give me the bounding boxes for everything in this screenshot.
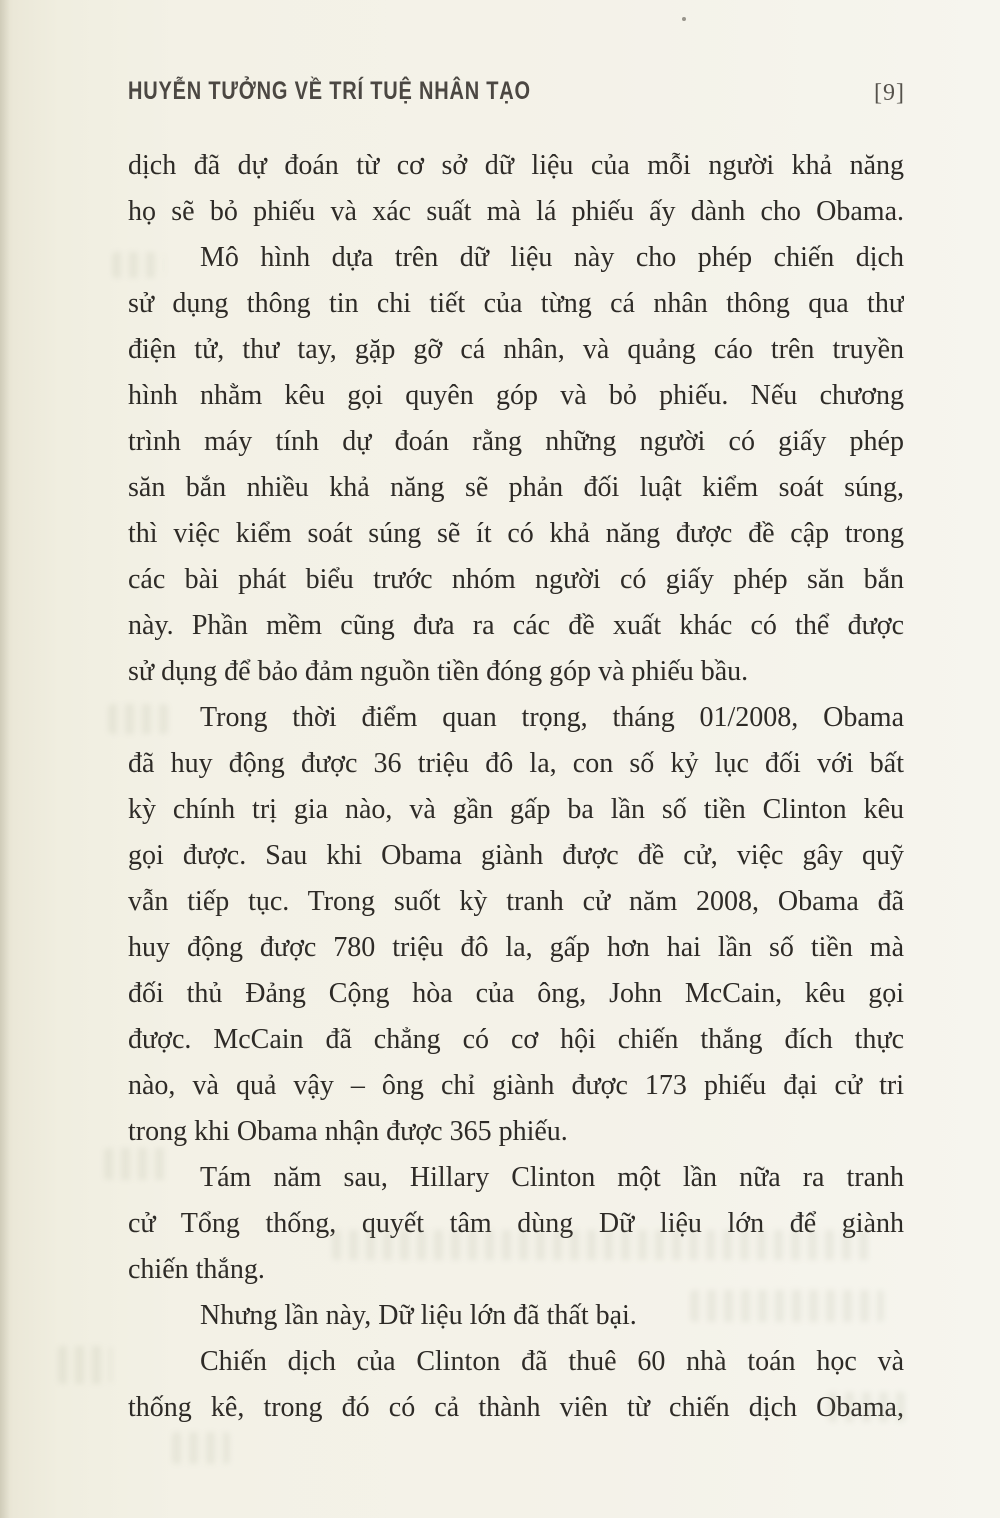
text-line: Chiến dịch của Clinton đã thuê 60 nhà toán học và xyxy=(200,1346,904,1377)
text-line: được. McCain đã chẳng có cơ hội chiến thắng đích thực xyxy=(128,1024,904,1055)
text-line: sử dụng để bảo đảm nguồn tiền đóng góp và phiếu bầu. xyxy=(128,656,749,687)
text-line: trong khi Obama nhận được 365 phiếu. xyxy=(128,1116,568,1147)
paragraph xyxy=(128,1155,904,1293)
text-line: điện tử, thư tay, gặp gỡ cá nhân, và quảng cáo trên truyền xyxy=(128,334,904,365)
paragraph xyxy=(128,235,904,695)
text-line: Mô hình dựa trên dữ liệu này cho phép chiến dịch xyxy=(200,242,904,273)
text-line: gọi được. Sau khi Obama giành được đề cử, việc gây quỹ xyxy=(128,840,904,871)
text-line: đã huy động được 36 triệu đô la, con số kỷ lục đối với bất xyxy=(128,748,904,779)
text-line: trình máy tính dự đoán rằng những người có giấy phép xyxy=(128,426,904,457)
paragraph xyxy=(128,1293,904,1339)
text-line: đối thủ Đảng Cộng hòa của ông, John McCain, kêu gọi xyxy=(128,978,904,1009)
paragraph xyxy=(128,143,904,235)
text-line: thì việc kiểm soát súng sẽ ít có khả năng được đề cập trong xyxy=(128,518,904,549)
text-line: Nhưng lần này, Dữ liệu lớn đã thất bại. xyxy=(200,1300,637,1331)
text-line: nào, và quả vậy – ông chỉ giành được 173 phiếu đại cử tri xyxy=(128,1070,904,1101)
text-line: Tám năm sau, Hillary Clinton một lần nữa ra tranh xyxy=(200,1162,904,1193)
text-line: vẫn tiếp tục. Trong suốt kỳ tranh cử năm 2008, Obama đã xyxy=(128,886,904,917)
text-line: dịch đã dự đoán từ cơ sở dữ liệu của mỗi người khả năng xyxy=(128,150,904,181)
text-line: họ sẽ bỏ phiếu và xác suất mà lá phiếu ấy dành cho Obama. xyxy=(128,196,904,227)
scan-speck xyxy=(682,17,686,21)
text-line: săn bắn nhiều khả năng sẽ phản đối luật kiểm soát súng, xyxy=(128,472,904,503)
text-line: huy động được 780 triệu đô la, gấp hơn hai lần số tiền mà xyxy=(128,932,904,963)
bleedthrough-artifact xyxy=(172,1432,230,1464)
text-line: thống kê, trong đó có cả thành viên từ chiến dịch Obama, xyxy=(128,1392,904,1423)
paragraph xyxy=(128,1339,904,1431)
paragraph xyxy=(128,695,904,1155)
body-text xyxy=(128,143,904,1431)
text-line: các bài phát biểu trước nhóm người có giấy phép săn bắn xyxy=(128,564,904,595)
text-line: chiến thắng. xyxy=(128,1254,265,1285)
text-line: này. Phần mềm cũng đưa ra các đề xuất khác có thể được xyxy=(128,610,904,641)
text-line: hình nhằm kêu gọi quyên góp và bỏ phiếu. Nếu chương xyxy=(128,380,904,411)
bleedthrough-artifact xyxy=(58,1346,112,1384)
text-line: Trong thời điểm quan trọng, tháng 01/2008, Obama xyxy=(200,702,904,733)
text-line: kỳ chính trị gia nào, và gần gấp ba lần số tiền Clinton kêu xyxy=(128,794,904,825)
page-number: [9] xyxy=(874,80,905,106)
text-line: sử dụng thông tin chi tiết của từng cá nhân thông qua thư xyxy=(128,288,904,319)
spine-shadow xyxy=(0,0,10,1518)
running-title: HUYỄN TƯỞNG VỀ TRÍ TUỆ NHÂN TẠO xyxy=(128,77,531,105)
text-line: cử Tổng thống, quyết tâm dùng Dữ liệu lớn để giành xyxy=(128,1208,904,1239)
